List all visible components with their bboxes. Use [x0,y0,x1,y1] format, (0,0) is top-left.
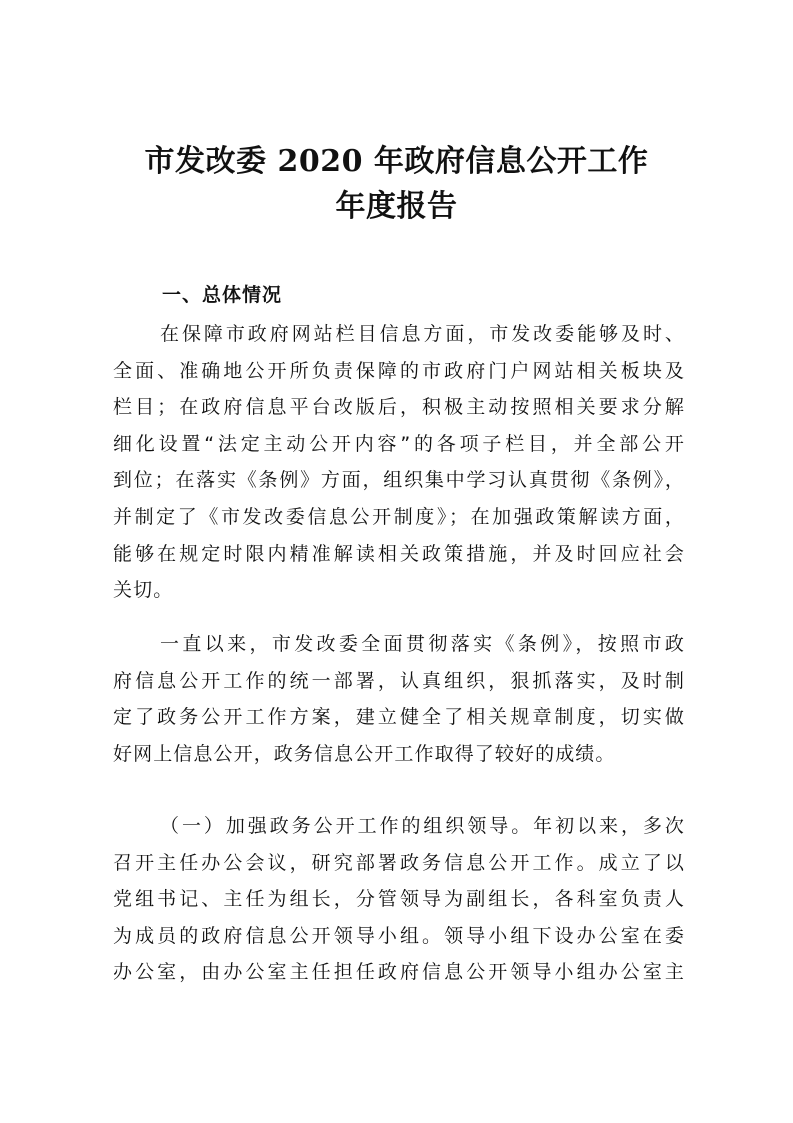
document-title-line-1: 市发改委 2020 年政府信息公开工作 [144,144,649,179]
paragraph-line: 全面、准确地公开所负责保障的市政府门户网站相关板块及 [113,359,685,382]
paragraph-line: 并制定了《市发改委信息公开制度》；在加强政策解读方面， [113,505,685,528]
paragraph-line: 在保障市政府网站栏目信息方面，市发改委能够及时、 [160,323,685,345]
paragraph-line: 栏目；在政府信息平台改版后，积极主动按照相关要求分解 [113,396,685,419]
paragraph-line: 好网上信息公开，政务信息公开工作取得了较好的成绩。 [113,742,616,765]
paragraph-line: 定了政务公开工作方案，建立健全了相关规章制度，切实做 [113,706,685,729]
section-heading-overall: 一、总体情况 [162,284,283,306]
paragraph-line: 能够在规定时限内精准解读相关政策措施，并及时回应社会 [113,542,685,565]
document-title-line-2: 年度报告 [335,189,458,224]
paragraph-line: 办公室，由办公室主任担任政府信息公开领导小组办公室主 [113,961,685,984]
paragraph-line: 细化设置“法定主动公开内容”的各项子栏目，并全部公开 [113,432,685,455]
paragraph-line: 府信息公开工作的统一部署，认真组织，狠抓落实，及时制 [113,669,685,692]
paragraph-line: 关切。 [113,579,174,602]
paragraph-line: 到位；在落实《条例》方面，组织集中学习认真贯彻《条例》， [113,469,685,492]
paragraph-2 [113,626,685,772]
paragraph-line: 党组书记、主任为组长，分管领导为副组长，各科室负责人 [113,888,685,911]
paragraph-line: 一直以来，市发改委全面贯彻落实《条例》，按照市政 [160,633,685,655]
paragraph-1 [113,316,685,609]
paragraph-3 [113,808,685,991]
paragraph-line: 召开主任办公会议，研究部署政务信息公开工作。成立了以 [113,851,685,874]
paragraph-line: （一）加强政务公开工作的组织领导。年初以来，多次 [160,815,685,837]
paragraph-line: 为成员的政府信息公开领导小组。领导小组下设办公室在委 [113,924,685,947]
